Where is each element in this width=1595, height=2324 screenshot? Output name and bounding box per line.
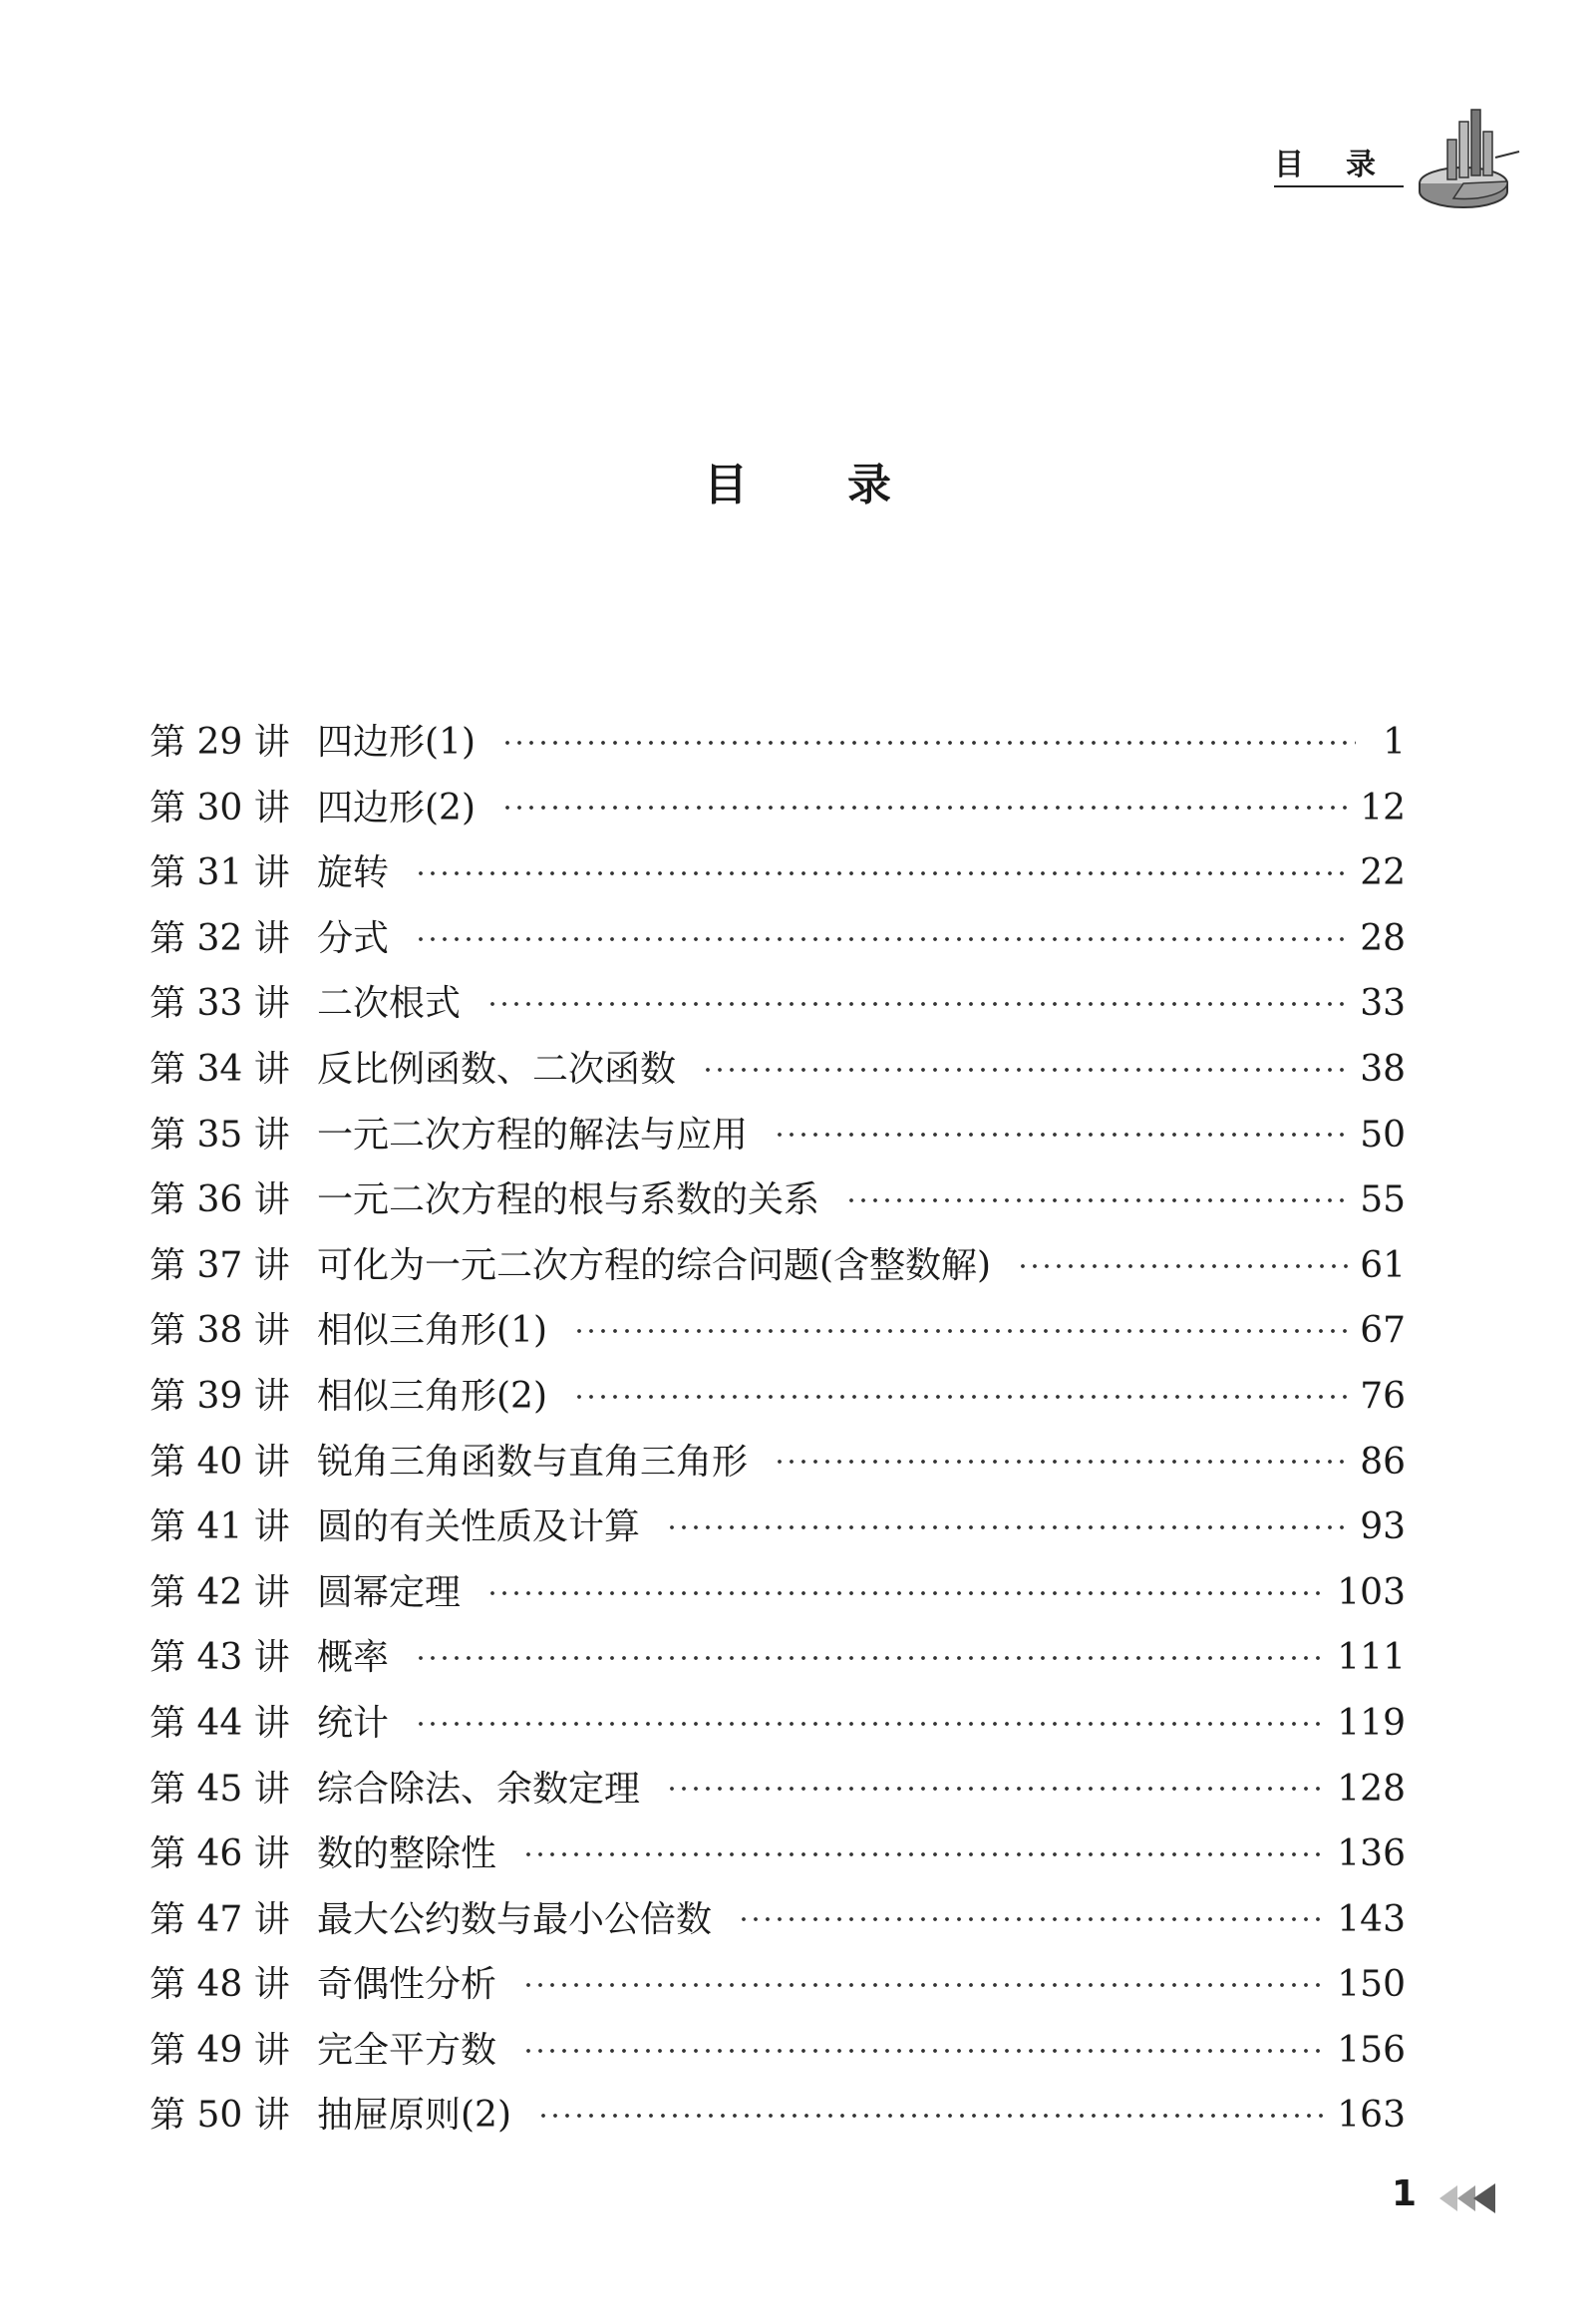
toc-page-number: 22 [1360,852,1406,894]
dot-leader [501,794,1350,823]
toc-entry[interactable] [150,1494,1406,1560]
toc-entry[interactable] [150,1298,1406,1364]
lecture-topic: 数的整除性 [317,1833,497,1875]
toc-entry[interactable] [150,840,1406,906]
lecture-topic: 抽屉原则(2) [317,2095,511,2137]
dot-leader [573,1317,1350,1346]
lecture-number: 第 42 讲 [150,1571,290,1613]
lecture-number: 第 41 讲 [150,1506,290,1548]
toc-page-number: 150 [1337,1964,1406,2006]
lecture-topic: 完全平方数 [317,2029,497,2071]
toc-page-number: 119 [1337,1702,1406,1744]
dot-leader [774,1448,1350,1477]
page-title-left: 目 [704,460,748,510]
dot-leader [522,1971,1327,2000]
toc-page-number: 61 [1360,1244,1406,1286]
toc-page-number: 33 [1360,983,1406,1025]
toc-page-number: 136 [1337,1833,1406,1875]
page-title-right: 录 [847,460,891,510]
back-arrows-icon [1428,2181,1507,2215]
dot-leader [501,728,1356,757]
dot-leader [415,924,1350,953]
toc-page-number: 93 [1360,1506,1406,1548]
lecture-number: 第 39 讲 [150,1375,290,1417]
toc-entry[interactable] [150,1364,1406,1430]
toc-page-number: 156 [1337,2029,1406,2071]
toc-page-number: 86 [1360,1441,1406,1483]
toc-entry[interactable] [150,1037,1406,1103]
lecture-topic: 一元二次方程的解法与应用 [317,1114,749,1156]
toc-page-number: 128 [1337,1768,1406,1810]
lecture-topic: 四边形(1) [317,722,476,763]
lecture-number: 第 31 讲 [150,852,290,894]
lecture-number: 第 29 讲 [150,722,290,763]
lecture-number: 第 50 讲 [150,2095,290,2137]
dot-leader [522,2036,1327,2065]
dot-leader [573,1382,1350,1411]
toc-page-number: 111 [1337,1637,1406,1679]
toc-entry[interactable] [150,971,1406,1037]
lecture-topic: 概率 [317,1637,390,1679]
toc-entry[interactable] [150,2018,1406,2084]
lecture-topic: 四边形(2) [317,787,476,829]
dot-leader [774,1121,1350,1150]
lecture-number: 第 49 讲 [150,2029,290,2071]
lecture-topic: 旋转 [317,852,390,894]
toc-entry[interactable] [150,1952,1406,2018]
lecture-topic: 综合除法、余数定理 [317,1768,641,1810]
lecture-number: 第 35 讲 [150,1114,290,1156]
lecture-topic: 反比例函数、二次函数 [317,1048,677,1090]
dot-leader [738,1905,1327,1934]
lecture-number: 第 47 讲 [150,1898,290,1940]
dot-leader [845,1186,1350,1215]
lecture-topic: 统计 [317,1702,390,1744]
lecture-topic: 一元二次方程的根与系数的关系 [317,1179,820,1221]
toc-page-number: 28 [1360,917,1406,959]
toc-page-number: 38 [1360,1048,1406,1090]
toc-page-number: 143 [1337,1898,1406,1940]
toc-entry[interactable] [150,1757,1406,1823]
lecture-topic: 圆幂定理 [317,1571,462,1613]
lecture-number: 第 44 讲 [150,1702,290,1744]
dot-leader [522,1839,1327,1868]
toc-entry[interactable] [150,906,1406,972]
dot-leader [486,990,1350,1019]
dot-leader [486,1578,1327,1607]
toc-page-number: 103 [1337,1571,1406,1613]
toc-entry[interactable] [150,1691,1406,1757]
lecture-topic: 相似三角形(2) [317,1375,547,1417]
toc-page-number: 55 [1360,1179,1406,1221]
lecture-topic: 可化为一元二次方程的综合问题(含整数解) [317,1244,992,1286]
dot-leader [415,1709,1327,1738]
lecture-number: 第 34 讲 [150,1048,290,1090]
dot-leader [415,1644,1327,1673]
running-head: 目录 [1274,140,1404,187]
book-emblem-icon [1414,102,1523,211]
toc-entry[interactable] [150,1103,1406,1168]
toc-entry[interactable] [150,1430,1406,1495]
toc-entry[interactable] [150,1233,1406,1299]
lecture-number: 第 33 讲 [150,983,290,1025]
toc-page-number: 67 [1360,1310,1406,1352]
dot-leader [666,1513,1350,1542]
lecture-topic: 最大公约数与最小公倍数 [317,1898,713,1940]
dot-leader [415,859,1350,888]
toc-entry[interactable] [150,1167,1406,1233]
toc-page-number: 50 [1360,1114,1406,1156]
lecture-number: 第 40 讲 [150,1441,290,1483]
toc-entry[interactable] [150,1822,1406,1887]
lecture-number: 第 48 讲 [150,1964,290,2006]
lecture-number: 第 43 讲 [150,1637,290,1679]
toc-page-number: 12 [1360,787,1406,829]
table-of-contents [150,710,1406,2149]
lecture-topic: 相似三角形(1) [317,1310,547,1352]
page-number: 1 [1392,2173,1418,2214]
toc-page-number: 1 [1383,722,1406,763]
lecture-number: 第 30 讲 [150,787,290,829]
lecture-number: 第 36 讲 [150,1179,290,1221]
lecture-number: 第 32 讲 [150,917,290,959]
lecture-topic: 锐角三角函数与直角三角形 [317,1441,749,1483]
lecture-topic: 分式 [317,917,390,959]
toc-entry[interactable] [150,710,1406,776]
toc-entry[interactable] [150,776,1406,841]
lecture-topic: 二次根式 [317,983,462,1025]
toc-entry[interactable] [150,1560,1406,1626]
dot-leader [702,1055,1350,1084]
dot-leader [537,2102,1327,2131]
dot-leader [1017,1251,1350,1280]
toc-entry[interactable] [150,2083,1406,2149]
toc-page-number: 76 [1360,1375,1406,1417]
toc-entry[interactable] [150,1887,1406,1953]
lecture-topic: 圆的有关性质及计算 [317,1506,641,1548]
dot-leader [666,1775,1327,1804]
lecture-topic: 奇偶性分析 [317,1964,497,2006]
lecture-number: 第 45 讲 [150,1768,290,1810]
page-title [0,449,1595,512]
toc-page-number: 163 [1337,2095,1406,2137]
toc-entry[interactable] [150,1625,1406,1691]
lecture-number: 第 37 讲 [150,1244,290,1286]
lecture-number: 第 38 讲 [150,1310,290,1352]
lecture-number: 第 46 讲 [150,1833,290,1875]
page-footer [1392,2173,1511,2223]
